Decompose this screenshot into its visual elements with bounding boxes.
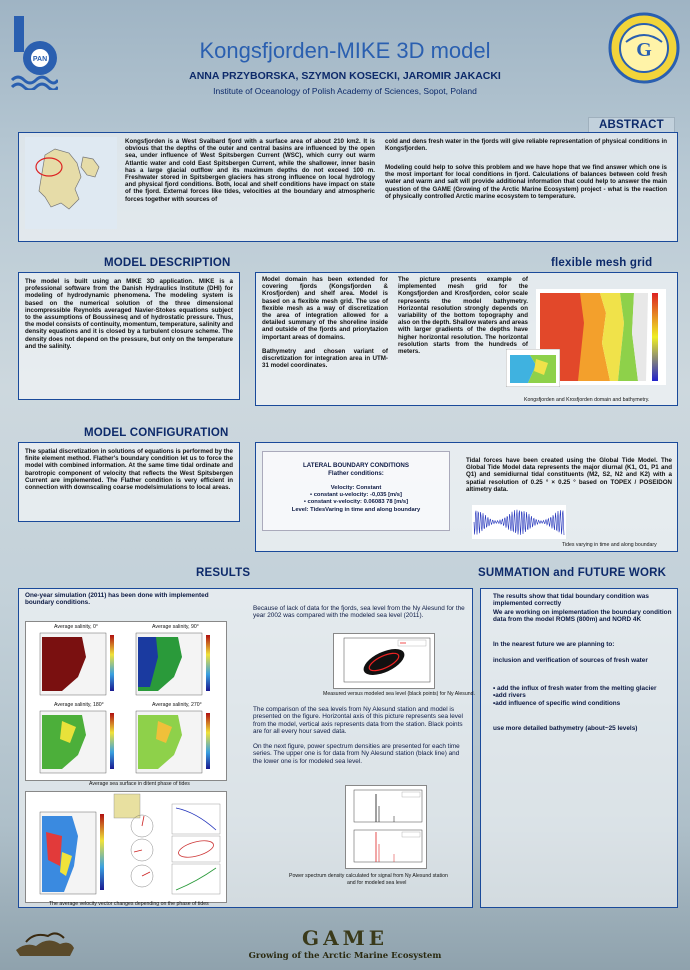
lateral-u-text: constant u-velocity: -0,035 [m/s] xyxy=(313,492,402,498)
poster-authors: ANNA PRZYBORSKA, SZYMON KOSECKI, JAROMIR JAKACKI xyxy=(189,70,501,82)
results-intro: One-year simulation (2011) has been done with implemented boundary conditions. xyxy=(25,592,209,607)
results-text3: On the next figure, power spectrum densities are presented for each time series. The upper one is for data from Ny Alesund station (black line) and the lower one is for modeled sea level. xyxy=(253,743,460,765)
mesh-text-col2: The picture presents example of implemented mesh grid for the Kongsfjorden and Krosfjorden, color scale represents the model bathymetry. Horizontal resolution strongly depends on variability of the bottom topography and also on the depth. Shallow waters and areas with larger gradients of the depths have higher horizontal resolution. The horizontal resolution starts from the hundreds of meters. xyxy=(398,276,528,356)
svg-text:G: G xyxy=(636,39,652,61)
lateral-title: LATERAL BOUNDARY CONDITIONS xyxy=(303,462,409,469)
summation-p3: In the nearest future we are planning to: xyxy=(493,641,615,648)
spectrum-svg xyxy=(346,786,426,868)
map-title-1: Average salinity, 0° xyxy=(54,624,98,630)
poster-title: Kongsfjorden-MIKE 3D model xyxy=(199,38,491,63)
logo-pan-text: PAN xyxy=(32,56,48,63)
lateral-u: • constant u-velocity: -0,035 [m/s] xyxy=(310,492,402,498)
velocity-svg xyxy=(26,792,226,902)
model-configuration-box xyxy=(18,442,240,522)
summation-item-2: •add rivers xyxy=(493,692,526,700)
footer-game-subtitle: Growing of the Arctic Marine Ecosystem xyxy=(248,951,442,961)
mesh-text-col1a: Model domain has been extended for covering fjords (Kongsfjorden & Krosfjorden) and shelf area. Model is based on a flexible mesh grid. The use of flexible mesh as a way of discretization the area of integration allowed for a detailed summary of the shoreline inside and outside of the fjords and priorytazion important areas of domains. xyxy=(262,276,388,341)
caption-velocity: The average velocity vector changes depending on the phase of tides xyxy=(49,901,209,907)
summation-heading: SUMMATION and FUTURE WORK xyxy=(478,567,667,579)
poster-institute: Institute of Oceanology of Polish Academy of Sciences, Sopot, Poland xyxy=(213,86,477,96)
lateral-v-text: constant v-velocity: 0.06083 78 [m/s] xyxy=(307,499,409,505)
results-heading: RESULTS xyxy=(196,567,251,579)
summation-item-2-text: add rivers xyxy=(495,692,526,700)
lateral-panel xyxy=(262,451,450,531)
tide-caption: Tides varying in time and along boundary xyxy=(562,542,657,548)
abstract-col1: Kongsfjorden is a West Svalbard fjord with a surface area of about 210 km2. It is obvious that the depths of the outer and central basins are influenced by the open sea, under influence of West Spitsbergen Current (WSC), which curry out warm Atlantic water and cold East Spitsbergen Current, while the shallower, inner basin has a large glacial outflow and its maximum depths do not exceed 100 m. Freshwater stored in Spitsbergen glaciers has strong influence on local hydrology and physical fjord conditions. Both, local and shelf conditions have impact on state of the fjord. External forces like tides, velocities at the boundary and atmospheric forces together with sources of xyxy=(125,138,375,203)
results-text2: The comparison of the sea levels from Ny Alesund station and model is presented on the figure. Horizontal axis of this picture represents sea level from the model, vertical axis represents data from the station. Black points are for all every hour saved data. xyxy=(253,706,463,736)
summation-p1: The results show that tidal boundary condition was implemented correctly xyxy=(493,593,649,608)
model-description-text: The model is built using an MIKE 3D application. MIKE is a professional software from the Danish Hydraulics Institute (DHI) for modeling of hydrodynamic phenomena. The modeling system is based on the numerical solution of the three dimensional incompressible Reynolds averaged Navier-Stokes equations subject to the assumptions of Boussinesq and of hydrostatic pressure. Thus, the model consists of continuity, momentum, temperature, salinity and density equations and it is closed by a turbulent closure scheme. The density does not depend on the pressure, but only on the temperature and the salinity. xyxy=(25,278,233,350)
mesh-text-col1b: Bathymetry and chosen variant of discretization for integration area in UTM-31 model coordinates. xyxy=(262,348,388,370)
summation-item-3: •add influence of specific wind conditions xyxy=(493,699,621,707)
lateral-v: • constant v-velocity: 0.06083 78 [m/s] xyxy=(303,499,409,505)
summation-p4: inclusion and verification of sources of fresh water xyxy=(493,657,648,664)
tide-text: Tidal forces have been created using the Global Tide Model. The Global Tide Model data represents the major diurnal (K1, O1, P1 and Q1) and semidiurnal tidal constituents (M2, S2, N2 and K2) with a spatial resolution of 0.25 ° × 0.25 ° based on TOPEX / POSEIDON altimetry data. xyxy=(466,457,672,493)
model-configuration-text: The spatial discretization in solutions of equations is performed by the finite element method. Flather's boundary condition let us to force the model with combined information. At the same time tidal ordinate and barotropic component of velocity that reflects the West Spitsbergen Current are implemented. The Flather condition is very efficient in connection with downscaling coarse modelsimulations to local areas. xyxy=(25,448,233,492)
lateral-subtitle: Flather conditions: xyxy=(328,470,384,477)
results-text1: Because of lack of data for the fjords, sea level from the Ny Alesund for the year 2002 was compared with the modeled sea level (2011). xyxy=(253,605,465,620)
abstract-heading: ABSTRACT xyxy=(588,117,675,133)
velocity-figure xyxy=(25,791,227,903)
summation-item-1: • add the influx of fresh water from the melting glacier xyxy=(493,685,657,692)
summation-item-3-text: add influence of specific wind conditions xyxy=(495,699,621,707)
spectrum-figure xyxy=(345,785,427,869)
map-title-4: Average salinity, 270° xyxy=(152,702,202,708)
mesh-inset-figure xyxy=(506,349,560,387)
summation-item-1-text: add the influx of fresh water from the melting glacier xyxy=(497,685,657,692)
model-description-heading: MODEL DESCRIPTION xyxy=(104,257,231,269)
abstract-col2b: Modeling could help to solve this problem and we have hope that we find answer which one is the most important for local conditions in fjord. Calculations of balances between cold fresh water and warm and salt will provide additional information that could help to answer the main question of the GAME (Growing of the Arctic Marine Ecosystem) project - what is the reaction of physically controlled Arctic marine ecosystem to temperature. xyxy=(385,164,667,200)
mesh-caption: Kongsfjorden and Krosfjorden domain and bathymetry. xyxy=(524,397,650,403)
map-title-2: Average salinity, 90° xyxy=(152,624,199,630)
summation-p5: use more detailed bathymetry (about~25 levels) xyxy=(493,725,638,732)
flexible-mesh-heading: flexible mesh grid xyxy=(551,257,653,269)
footer-game: GAME xyxy=(302,926,388,950)
salinity-maps-svg xyxy=(32,631,220,776)
svalbard-map xyxy=(25,137,117,229)
lateral-velocity: Velocity: Constant xyxy=(330,485,382,491)
caption-spectrum-1: Power spectrum density calculated for signal from Ny Alesund station xyxy=(289,873,448,879)
scatter-figure xyxy=(333,633,435,689)
abstract-col2a: cold and dens fresh water in the fjords will give reliable representation of physical conditions in Kongsfjorden. xyxy=(385,138,667,153)
map-title-3: Average salinity, 180° xyxy=(54,702,104,708)
model-description-box xyxy=(18,272,240,400)
flexible-mesh-box xyxy=(255,272,678,406)
summation-p2: We are working on implementation the boundary condition data from the model ROMS (800m) and NORD 4K xyxy=(493,609,672,624)
salinity-maps-figure xyxy=(25,621,227,781)
results-box xyxy=(18,588,473,908)
caption-spectrum-2: and for modeled sea level xyxy=(347,880,407,886)
summation-box xyxy=(480,588,678,908)
caption-sea-surface: Average sea surface in ditent phase of tides xyxy=(89,781,190,787)
boundary-box xyxy=(255,442,678,552)
summation-list xyxy=(493,685,673,707)
lateral-level: Level: TidesVaring in time and along boundary xyxy=(291,507,421,513)
model-configuration-heading: MODEL CONFIGURATION xyxy=(84,427,229,439)
caption-scatter: Measured versus modeled sea level (black points) for Ny Alesund. xyxy=(323,691,475,697)
scatter-svg xyxy=(334,634,434,688)
abstract-box xyxy=(18,132,678,242)
tide-signal-figure xyxy=(472,505,566,539)
